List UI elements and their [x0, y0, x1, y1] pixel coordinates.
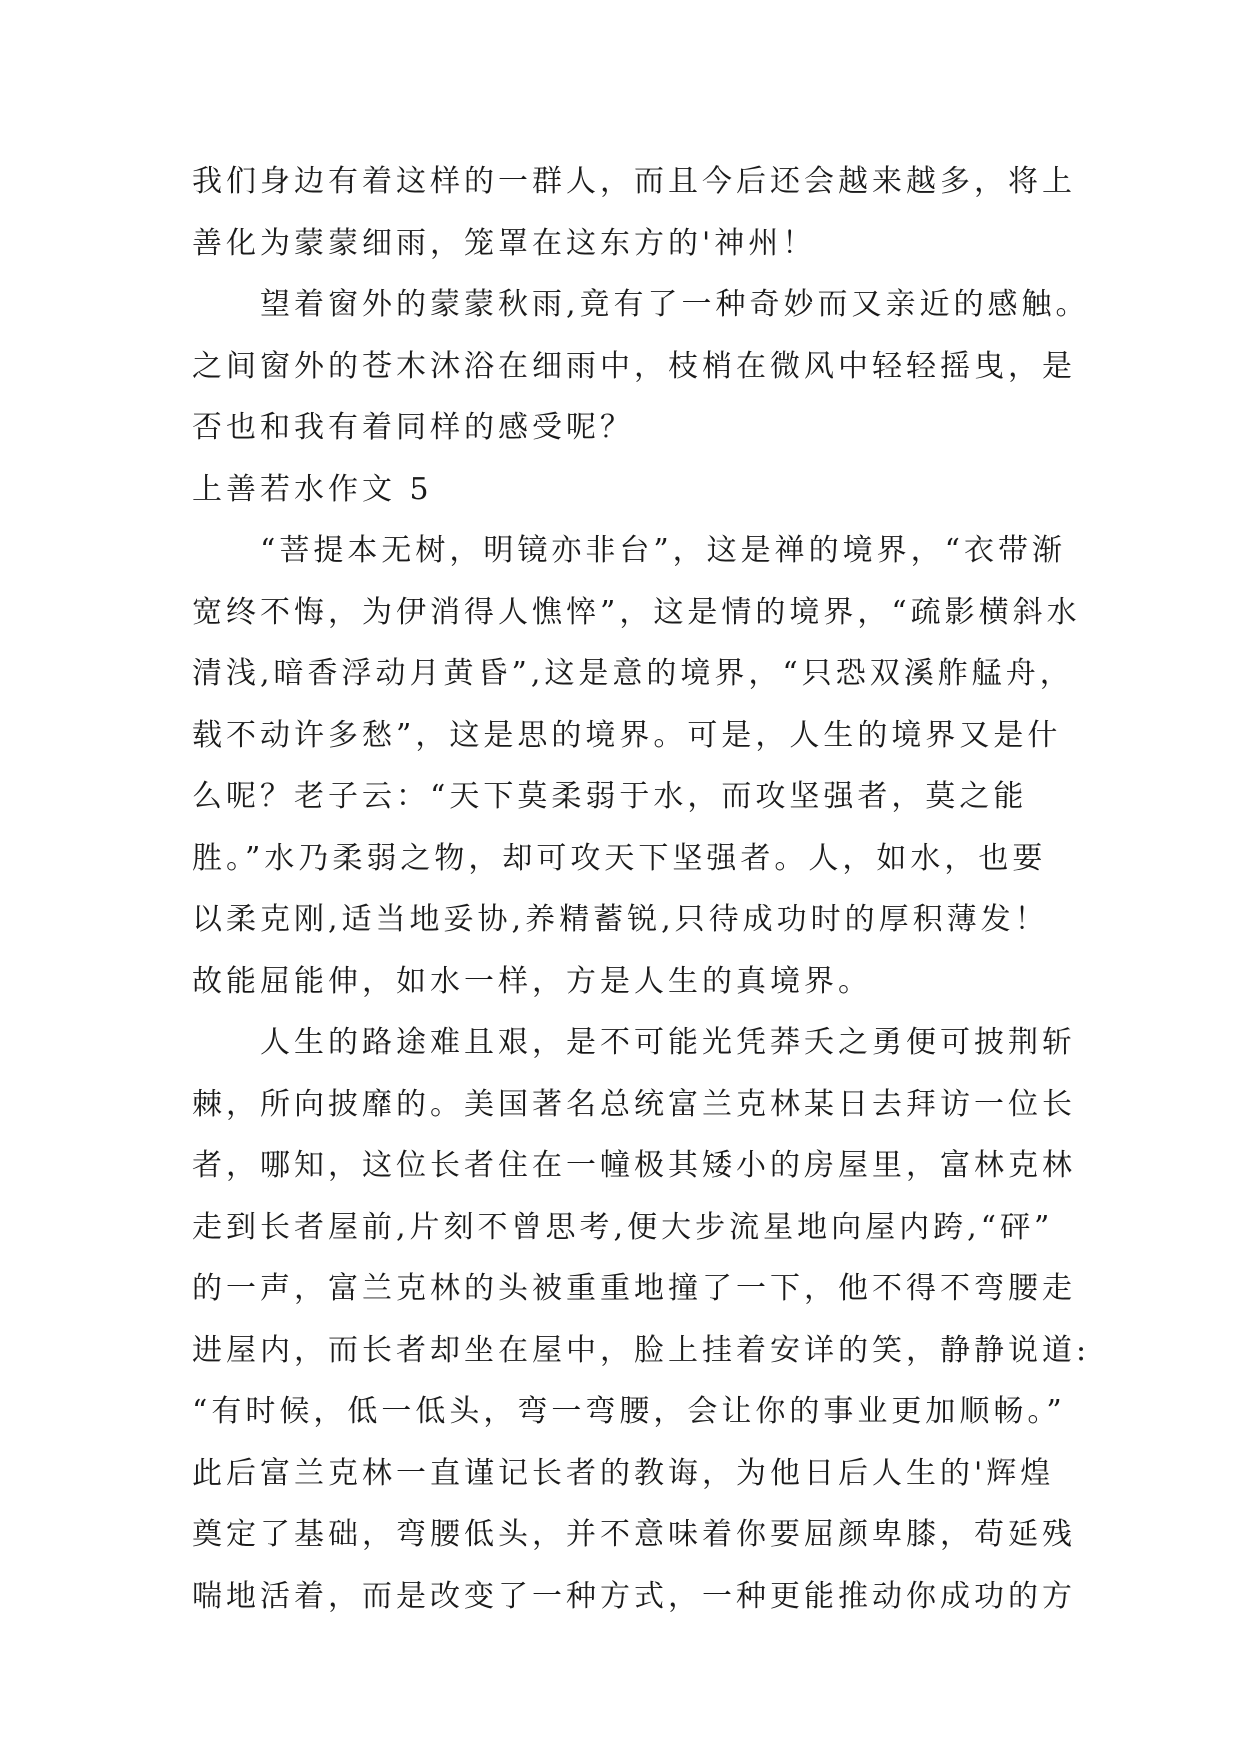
text-line: 否也和我有着同样的感受呢？: [192, 410, 634, 445]
text-line: 故能屈能伸，如水一样，方是人生的真境界。: [192, 963, 872, 999]
text-line: 望着窗外的蒙蒙秋雨,竟有了一种奇妙而又亲近的感触。: [192, 287, 1090, 322]
text-line: 么呢？老子云：“天下莫柔弱于水，而攻坚强者，莫之能: [192, 779, 1028, 814]
text-line: 者，哪知，这位长者住在一幢极其矮小的房屋里，富林克林: [192, 1148, 1076, 1183]
text-line: 胜。”水乃柔弱之物，却可攻天下坚强者。人，如水，也要: [192, 840, 1047, 876]
text-line: 进屋内，而长者却坐在屋中，脸上挂着安详的笑，静静说道:: [192, 1332, 1091, 1368]
text-line: 载不动许多愁”，这是思的境界。可是，人生的境界又是什: [192, 717, 1062, 753]
text-line: 清浅,暗香浮动月黄昏”,这是意的境界，“只恐双溪舴艋舟，: [192, 656, 1074, 691]
text-line: 奠定了基础，弯腰低头，并不意味着你要屈颜卑膝，苟延残: [192, 1517, 1076, 1552]
text-line: 棘，所向披靡的。美国著名总统富兰克林某日去拜访一位长: [192, 1086, 1076, 1122]
text-line: 之间窗外的苍木沐浴在细雨中，枝梢在微风中轻轻摇曳，是: [192, 348, 1076, 384]
text-line: 走到长者屋前,片刻不曾思考,便大步流星地向屋内跨,“砰”: [192, 1209, 1054, 1245]
text-line: 善化为蒙蒙细雨，笼罩在这东方的'神州！: [192, 225, 817, 261]
text-line: 的一声，富兰克林的头被重重地撞了一下，他不得不弯腰走: [192, 1271, 1076, 1306]
text-line: “有时候，低一低头，弯一弯腰，会让你的事业更加顺畅。”: [192, 1394, 1066, 1429]
text-line: 喘地活着，而是改变了一种方式，一种更能推动你成功的方: [192, 1578, 1076, 1614]
text-line: 此后富兰克林一直谨记长者的教诲，为他日后人生的'辉煌: [192, 1455, 1055, 1491]
text-line: 我们身边有着这样的一群人，而且今后还会越来越多，将上: [192, 164, 1076, 199]
essay-body: [192, 162, 1092, 1638]
text-line: 以柔克刚,适当地妥协,养精蓄锐,只待成功时的厚积薄发！: [192, 902, 1049, 937]
section-heading: 上善若水作文 5: [192, 471, 433, 507]
text-line: 人生的路途难且艰，是不可能光凭莽夭之勇便可披荆斩: [192, 1025, 1076, 1060]
text-line: 宽终不悔，为伊消得人憔悴”，这是情的境界，“疏影横斜水: [192, 594, 1081, 630]
text-line: “菩提本无树，明镜亦非台”，这是禅的境界，“衣带渐: [192, 533, 1067, 568]
